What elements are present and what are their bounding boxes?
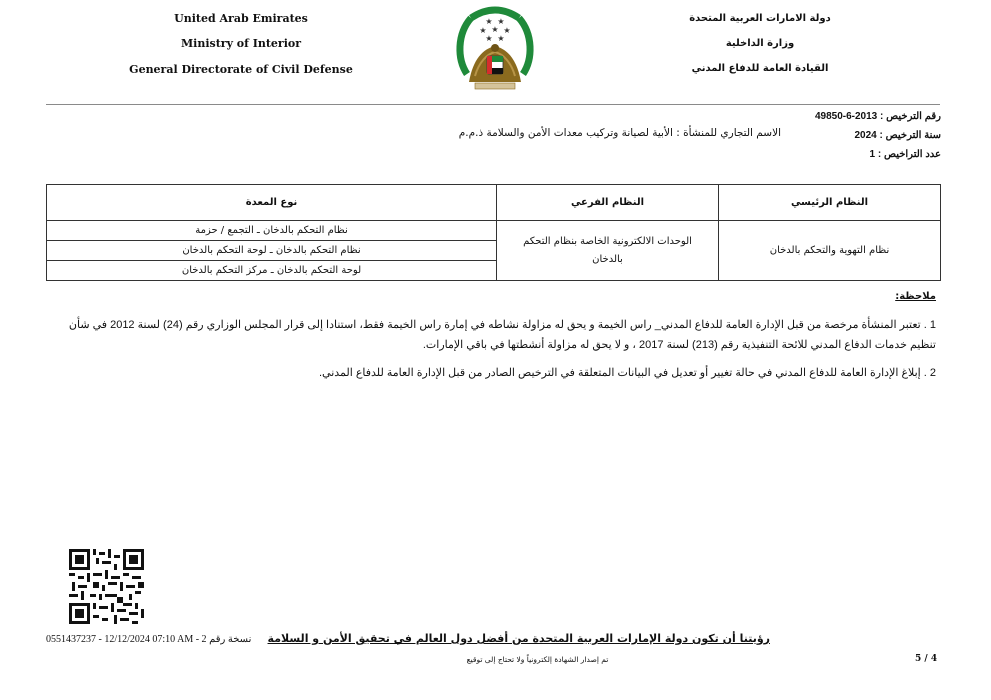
header-en-directorate: General Directorate of Civil Defense <box>129 63 353 76</box>
cell-sub-system: الوحدات الالكترونية الخاصة بنظام التحكم بالدخان <box>497 221 719 281</box>
svg-text:★: ★ <box>485 34 493 43</box>
license-number-value: 49850-6-2013 <box>814 111 878 122</box>
svg-text:★: ★ <box>497 17 505 26</box>
vision-statement: رؤيتنا أن تكون دولة الإمارات العربية المتحدة من أفضل دول العالم في تحقيق الأمن و السلامة <box>267 632 770 645</box>
trade-name-row <box>459 127 781 139</box>
copy-info: 0551437237 - 12/12/2024 07:10 AM - 2 نسخة رقم <box>46 634 252 645</box>
svg-text:★: ★ <box>491 25 499 34</box>
header-divider <box>46 104 940 105</box>
header-equipment-type: نوع المعدة <box>47 185 497 221</box>
license-count-row <box>870 149 942 160</box>
header-en-country: United Arab Emirates <box>174 12 308 25</box>
header-sub-system: النظام الفرعي <box>497 185 719 221</box>
cell-main-system: نظام التهوية والتحكم بالدخان <box>719 221 941 281</box>
e-signature-note: تم إصدار الشهادة إلكترونياً ولا تحتاج إلى توقيع <box>466 655 609 664</box>
trade-name-value: الأبية لصيانة وتركيب معدات الأمن والسلامة ذ.م.م <box>458 127 673 139</box>
emblem-icon <box>453 4 537 94</box>
page-number: 5 / 4 <box>915 654 938 664</box>
license-number-row <box>815 111 941 122</box>
header-ar-directorate: القيادة العامة للدفاع المدني <box>691 63 829 74</box>
equipment-table <box>46 184 941 281</box>
qr-code-icon <box>69 549 144 624</box>
table-header-row <box>47 185 941 221</box>
cell-equipment: نظام التحكم بالدخان ـ التجمع / حزمة <box>47 221 497 241</box>
license-year-label: سنة الترخيص : <box>879 130 941 141</box>
notes-title: ملاحظة: <box>895 291 936 302</box>
svg-text:★: ★ <box>497 34 505 43</box>
license-year-row <box>855 130 942 141</box>
trade-name-label: الاسم التجاري للمنشأة : <box>676 127 781 139</box>
cell-equipment: لوحة التحكم بالدخان ـ مركز التحكم بالدخان <box>47 261 497 281</box>
license-number-label: رقم الترخيص : <box>880 111 941 122</box>
note-item-2: 2 . إبلاغ الإدارة العامة للدفاع المدني في حالة تغيير أو تعديل في البيانات المتعلقة في الترخيص الصادر من قبل الإدارة العامة للدفاع المدني. <box>318 367 936 379</box>
header-main-system: النظام الرئيسي <box>719 185 941 221</box>
svg-text:★: ★ <box>485 17 493 26</box>
table-row <box>47 221 941 241</box>
license-year-value: 2024 <box>854 130 877 141</box>
cell-equipment: نظام التحكم بالدخان ـ لوحة التحكم بالدخان <box>47 241 497 261</box>
header-ar-country: دولة الامارات العربية المتحدة <box>689 13 831 24</box>
header-ar-ministry: وزارة الداخلية <box>725 38 795 49</box>
svg-text:★: ★ <box>503 26 511 35</box>
license-count-label: عدد التراخيص : <box>877 149 941 160</box>
license-count-value: 1 <box>869 149 876 160</box>
svg-text:★: ★ <box>479 26 487 35</box>
header-en-ministry: Ministry of Interior <box>180 37 302 50</box>
note-item-1: 1 . تعتبر المنشأة مرخصة من قبل الإدارة العامة للدفاع المدني_ راس الخيمة و يحق له مزاولة نشاطه في إمارة راس الخيمة فقط، استنادا إلى قرار المجلس الوزاري رقم (24) لسنة 2012 في شأن تنظيم خدمات الدفاع المدني للائحة التنفيذية رقم (213) لسنة 2017 ، و لا يحق له مزاولة أنشطتها في باقي الإمارات. <box>68 319 936 351</box>
